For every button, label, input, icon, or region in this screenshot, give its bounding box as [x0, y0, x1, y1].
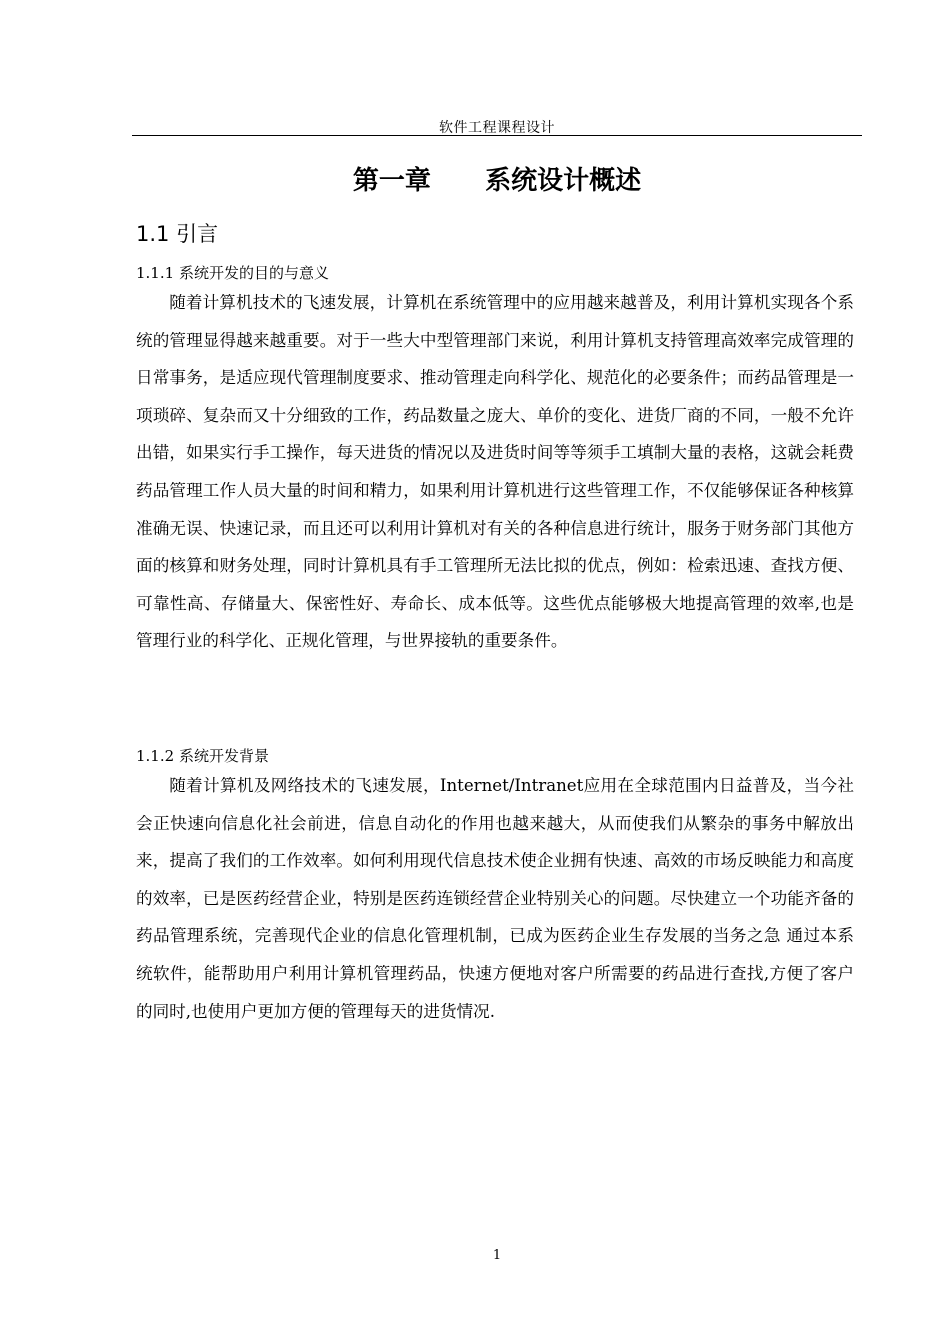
subsection-title: 系统开发背景 — [178, 747, 269, 765]
subsection-number: 1.1.1 — [136, 264, 175, 282]
subsection-heading-1-1-1 — [136, 262, 329, 283]
running-header: 软件工程课程设计 — [439, 120, 555, 136]
paragraph-background: 随着计算机及网络技术的飞速发展，Internet/Intranet应用在全球范围内日益普及，当今社会正快速向信息化社会前进，信息自动化的作用也越来越大，从而使我们从繁杂的事务中解放出来，提高了我们的工作效率。如何利用现代信息技术使企业拥有快速、高效的市场反映能力和高度的效率，已是医药经营企业，特别是医药连锁经营企业特别关心的问题。尽快建立一个功能齐备的药品管理系统，完善现代企业的信息化管理机制，已成为医药企业生存发展的当务之急 通过本系统软件，能帮助用户利用计算机管理药品，快速方便地对客户所需要的药品进行查找,方便了客户的同时,也使用户更加方便的管理每天的进货情况. — [136, 776, 854, 1021]
chapter-title: 第一章 系统设计概述 — [352, 166, 642, 196]
subsection-title: 系统开发的目的与意义 — [178, 264, 329, 282]
section-heading-1-1: 1.1 引言 — [136, 222, 219, 246]
header-rule — [132, 135, 862, 136]
subsection-number: 1.1.2 — [136, 747, 175, 765]
subsection-heading-1-1-2 — [136, 745, 269, 766]
paragraph-purpose: 随着计算机技术的飞速发展，计算机在系统管理中的应用越来越普及，利用计算机实现各个系统的管理显得越来越重要。对于一些大中型管理部门来说，利用计算机支持管理高效率完成管理的日常事务，是适应现代管理制度要求、推动管理走向科学化、规范化的必要条件；而药品管理是一项琐碎、复杂而又十分细致的工作，药品数量之庞大、单价的变化、进货厂商的不同，一般不允许出错，如果实行手工操作，每天进货的情况以及进货时间等等须手工填制大量的表格，这就会耗费药品管理工作人员大量的时间和精力，如果利用计算机进行这些管理工作，不仅能够保证各种核算准确无误、快速记录，而且还可以利用计算机对有关的各种信息进行统计，服务于财务部门其他方面的核算和财务处理，同时计算机具有手工管理所无法比拟的优点，例如：检索迅速、查找方便、可靠性高、存储量大、保密性好、寿命长、成本低等。这些优点能够极大地提高管理的效率,也是管理行业的科学化、正规化管理，与世界接轨的重要条件。 — [136, 293, 854, 651]
page-number: 1 — [492, 1248, 502, 1263]
